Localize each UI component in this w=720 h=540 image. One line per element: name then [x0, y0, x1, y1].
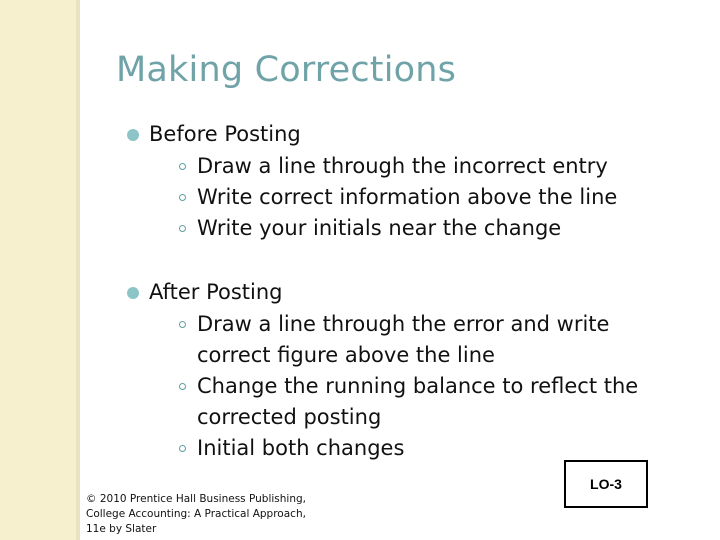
slide-title: Making Corrections	[116, 50, 457, 90]
sub-bullet-item: Draw a line through the error and write correct figure above the line	[149, 309, 655, 371]
sub-bullet-item: Write correct information above the line	[149, 182, 655, 213]
copyright-line: 11e by Slater	[86, 523, 157, 535]
bullet-heading: After Posting	[149, 280, 283, 304]
left-decorative-bar	[0, 0, 80, 540]
sub-bullet-item: Initial both changes	[149, 433, 655, 464]
bullet-after-posting	[125, 276, 655, 464]
copyright-line: © 2010 Prentice Hall Business Publishing,	[86, 493, 306, 505]
bullet-before-posting	[125, 118, 655, 244]
sub-bullet-item: Draw a line through the incorrect entry	[149, 151, 655, 182]
copyright-notice	[86, 492, 306, 537]
bullet-heading: Before Posting	[149, 122, 301, 146]
left-bar-edge	[76, 0, 80, 540]
learning-objective-badge: LO-3	[564, 460, 648, 508]
sub-bullet-item: Write your initials near the change	[149, 213, 655, 244]
sub-bullet-item: Change the running balance to reflect the corrected posting	[149, 371, 655, 433]
sub-bullet-list	[149, 151, 655, 244]
sub-bullet-list	[149, 309, 655, 464]
copyright-line: College Accounting: A Practical Approach,	[86, 508, 306, 520]
bullet-content	[125, 118, 655, 464]
